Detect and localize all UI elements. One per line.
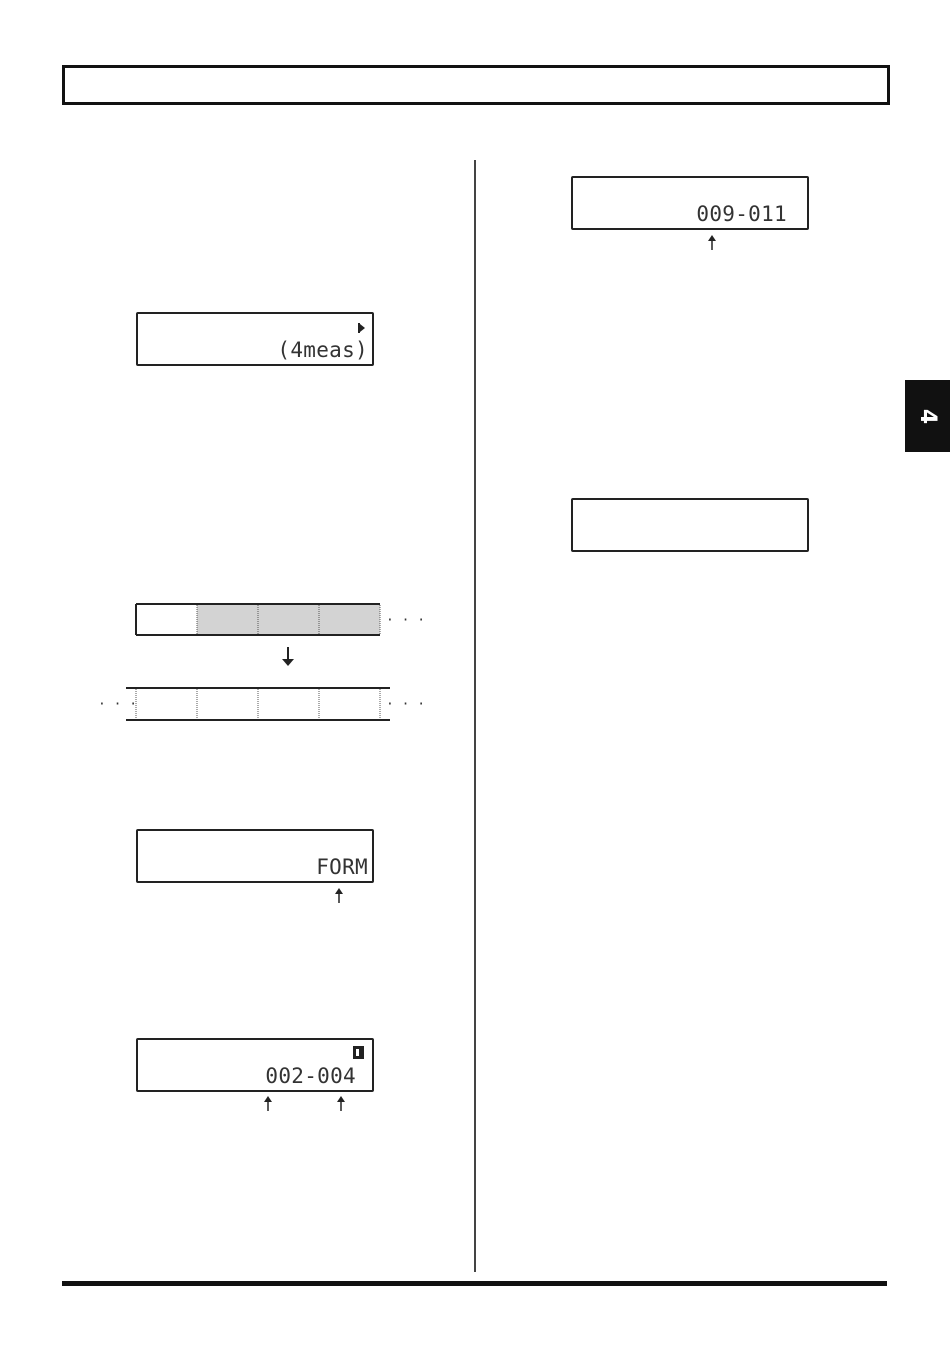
source-measure-cell <box>197 605 258 634</box>
dest-ellipsis-left: · · · <box>98 697 138 712</box>
lcd-copy-from <box>136 1038 374 1092</box>
source-measure-cell <box>319 605 380 634</box>
source-measure-cell <box>136 605 197 634</box>
cursor-up-arrow-icon <box>708 235 716 251</box>
lcd-line-1 <box>142 1042 368 1065</box>
lcd-section-name <box>194 361 272 362</box>
lcd-track-label <box>194 878 272 879</box>
lcd-line-2 <box>142 856 368 879</box>
lcd-line-2 <box>142 339 368 362</box>
lcd-line-2 <box>577 203 803 226</box>
chapter-header-box <box>62 65 890 105</box>
lcd-song-position <box>136 312 374 366</box>
lcd-line-1 <box>577 502 803 525</box>
lcd-track-value: FORM <box>316 856 368 879</box>
dest-ellipsis-right: · · · <box>386 697 426 712</box>
cursor-up-arrow-icon <box>337 1096 345 1112</box>
source-measure-cell <box>258 605 319 634</box>
cursor-up-arrow-icon <box>335 888 343 904</box>
lcd-confirm-question <box>629 547 797 548</box>
lcd-section-length: (4meas) <box>277 339 368 362</box>
lcd-to-label <box>629 225 655 226</box>
lcd-from-range: 002-004 <box>265 1065 356 1088</box>
play-marker-icon <box>358 322 366 334</box>
lcd-to-range: 009-011 <box>696 203 787 226</box>
lcd-line-2 <box>577 525 803 548</box>
chapter-tab <box>905 380 950 452</box>
lcd-line-1 <box>142 833 368 856</box>
chapter-tab-label: 4 <box>915 408 940 424</box>
cursor-up-arrow-icon <box>264 1096 272 1112</box>
lcd-line-1 <box>577 180 803 203</box>
copy-measure-diagram <box>96 600 426 730</box>
lcd-copy-to <box>571 176 809 230</box>
lcd-confirm <box>571 498 809 552</box>
lcd-line-2 <box>142 1065 368 1088</box>
lcd-line-1 <box>142 316 368 339</box>
lcd-copy-measure <box>136 829 374 883</box>
lcd-from-label <box>194 1087 246 1088</box>
page-indicator-icon <box>353 1046 364 1059</box>
column-divider <box>474 160 476 1272</box>
source-ellipsis: · · · <box>386 613 426 628</box>
down-arrow-icon <box>282 647 294 666</box>
footer-rule <box>62 1281 887 1286</box>
